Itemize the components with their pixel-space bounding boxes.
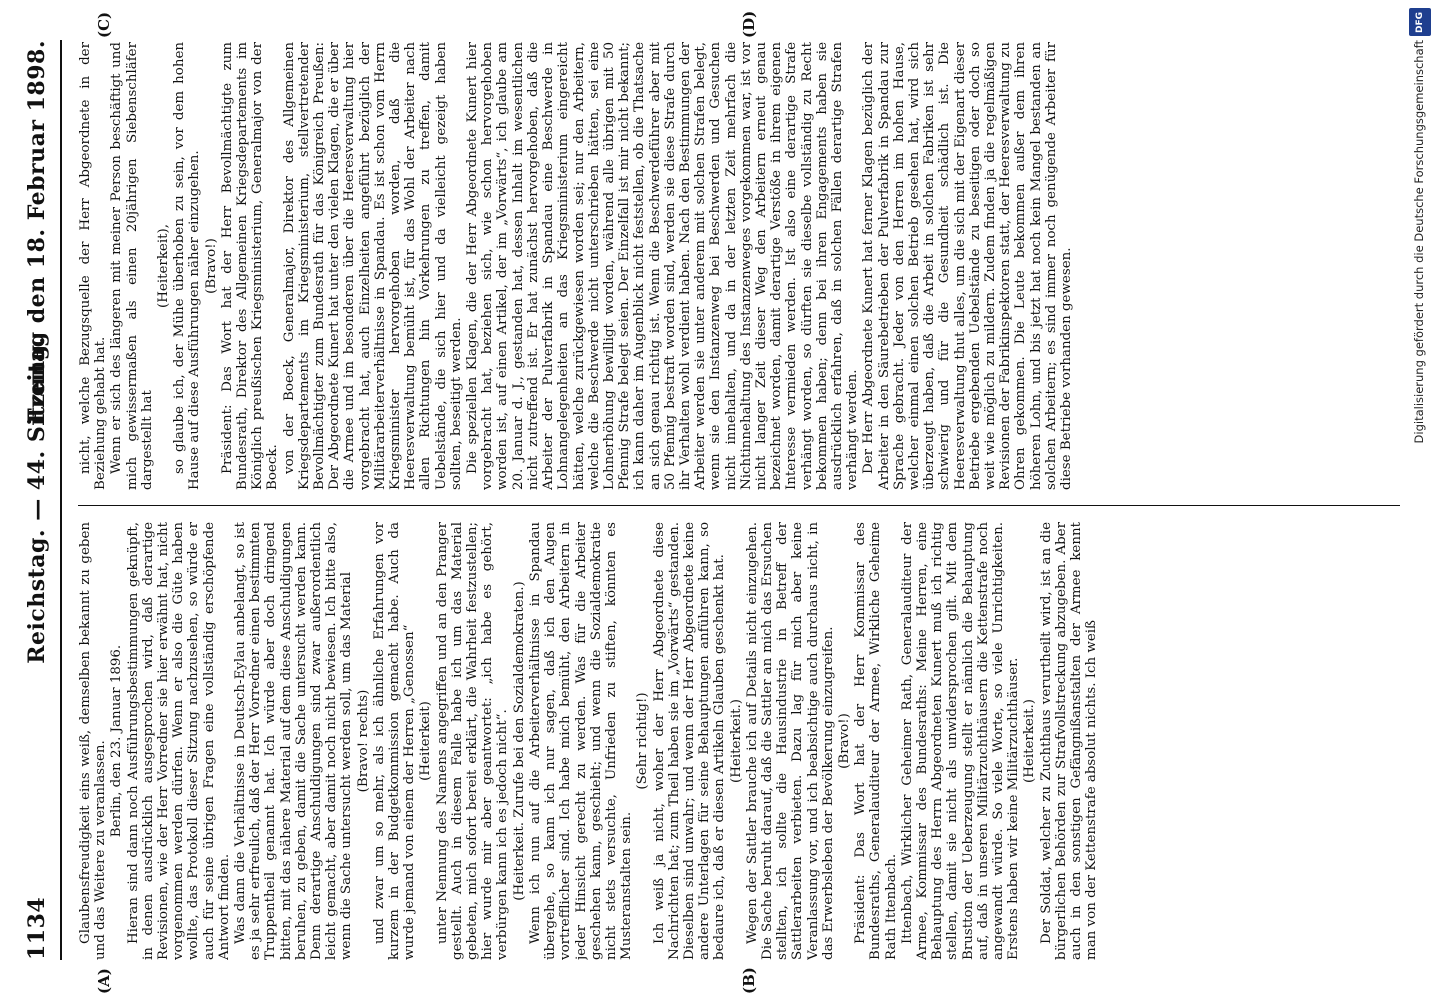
margin-mark-c: (C) <box>95 11 113 38</box>
paragraph: Präsident: Das Wort hat der Herr Bevollmächtigte zum Bundesrath, Direktor des Allgemeinen Kriegsdepartements im Königlich preußischen Kriegsministerium, Generalmajor von der Boeck. <box>219 42 281 490</box>
interjection: Berlin, den 23. Januar 1896. <box>109 644 125 838</box>
interjection: (Sehr richtig!) <box>635 692 651 790</box>
interjection: (Bravo!) <box>836 713 852 769</box>
paragraph: Wenn er sich des längeren mit meiner Person beschäftigt und mich gewissermaßen als einen 20jährigen Siebenschläfer dargestellt hat <box>109 42 155 490</box>
paragraph: Wenn ich nun auf die Arbeiterverhältnisse in Spandau übergehe, so kann ich nur sagen, daß ich den Augen vortrefflicher sind. Ich habe mich bemüht, den Arbeitern in jeder Hinsicht gerecht zu werden. Was für die Arbeiter geschehen kann, geschieht; und wenn die Sozialdemokratie nicht stets versuchte, Unfrieden zu stiften, könnten es Musteranstalten sein. <box>527 522 635 960</box>
header-rule <box>60 40 62 960</box>
paragraph: so glaube ich, der Mühe überhoben zu sein, vor dem hohen Hause auf diese Ausführungen näher einzugehen. <box>172 42 203 490</box>
paragraph: Ittenbach, Wirklicher Geheimer Rath, Generalauditeur der Armee, Kommissar des Bundesraths: Meine Herren, eine Behauptung des Herrn Abgeordneten Kunert muß ich richtig stellen, damit sie nicht als unwidersprochen gilt. Mit dem Brustton der Ueberzeugung stellt er nämlich die Behauptung auf, daß in unseren Militärzuchthäusern die Kettenstrafe noch angewandt würde. So viele Worte, so viele Unrichtigkeiten. Erstens haben wir keine Militärzuchthäuser. <box>899 522 1022 960</box>
paragraph: Ich weiß ja nicht, woher der Herr Abgeordnete diese Nachrichten hat; zum Theil haben sie im „Vorwärts“ gestanden. Dieselben sind unwahr; und wenn der Herr Abgeordnete keine andere Unterlagen für seine Behauptungen anführen kann, so bedaure ich, daß er diesen Artikeln Glauben geschenkt hat. <box>651 522 728 960</box>
interjection: (Heiterkeit.) <box>1022 699 1038 783</box>
paragraph: und zwar um so mehr, als ich ähnliche Erfahrungen vor kurzem in der Budgetkommission gemacht habe. Auch da wurde jemand von einem der Herren „Genossen“ <box>371 522 418 960</box>
margin-mark-d: (D) <box>740 10 758 38</box>
page-header <box>18 40 58 960</box>
paragraph: Wegen der Sattler brauche ich auf Details nicht einzugehen. Die Sache beruht darauf, daß die Sattler an mich das Ersuchen stellten, ich sollte die Hausindustrie in Betreff der Sattlerarbeiten verbieten. Dazu lag für mich aber keine Veranlassung vor, und ich beabsichtige auch durchaus nicht, in das Erwerbsleben der Bevölkerung einzugreifen. <box>744 522 836 960</box>
paragraph: Glaubensfreudigkeit eins weiß, demselben bekannt zu geben und das Weitere zu veranlassen. <box>78 522 109 960</box>
right-text-column <box>78 42 1400 490</box>
interjection: (Bravo!) <box>203 238 219 294</box>
digitization-credit: Digitalisierung gefördert durch die Deutsche Forschungsgemeinschaft <box>1412 40 1426 444</box>
paragraph: Präsident: Das Wort hat der Herr Kommissar des Bundesraths, Generalauditeur der Armee, Wirkliche Geheime Rath Ittenbach. <box>853 522 899 960</box>
paragraph: Der Herr Abgeordnete Kunert hat ferner Klagen bezüglich der Arbeiter in den Säurebetrieben der Pulverfabrik in Spandau zur Sprache gebracht. Jeder von den Herren im hohen Hause, welcher einmal einen solchen Betrieb gesehen hat, wird sich überzeugt haben, daß die Arbeit in solchen Fabriken ist sehr schwierig und für die Gesundheit schädlich ist. Die Heeresverwaltung thut alles, um die sich mit der Eigenart dieser Betriebe ergebenden Uebelstände zu beseitigen oder doch so weit wie möglich zu mildern. Zudem finden ja die regelmäßigen Revisionen der Fabrikinspektoren statt, der Heeresverwaltung zu Ohren gekommen. Die Leute bekommen außer dem ihren höheren Lohn, und bis jetzt hat noch kein Mangel bestanden an solchen Arbeitern; es sind immer noch genügende Arbeiter für diese Betriebe vorhanden gewesen. <box>861 42 1074 490</box>
credit-strip <box>1406 0 1434 1000</box>
left-text-column <box>78 522 1400 960</box>
paragraph: von der Boeck, Generalmajor, Direktor des Allgemeinen Kriegsdepartements im Kriegsministerium, stellvertretender Bevollmächtigter zum Bundesrath für das Königreich Preußen: Der Abgeordnete Kunert hat unter den vielen Klagen, die er über die Armee und im besonderen über die Heeresverwaltung hier vorgebracht hat, auch Einzelheiten angeführt bezüglich der Militärarbeiterverhältnisse in Spandau. Es ist schon vom Herrn Kriegsminister hervorgehoben worden, daß die Heeresverwaltung bemüht ist, für das Wohl der Arbeiter nach allen Richtungen hin Vorkehrungen zu treffen, damit Uebelstände, die sich hier und da vielleicht gezeigt haben sollten, beseitigt werden. <box>281 42 464 490</box>
interjection: (Heiterkeit. Zurufe bei den Sozialdemokraten.) <box>511 581 527 901</box>
paragraph: unter Nennung des Namens angegriffen und an den Pranger gestellt. Auch in diesem Falle habe ich um das Material gebeten, mich sofort bereit erklärt, die Wahrheit festzustellen; hier wurde mir aber geantwortet: „ich habe es gehört, verbürgen kann ich es jedoch nicht“. <box>434 522 511 960</box>
session-date: Freitag den 18. Februar 1898. <box>24 40 50 424</box>
page-title: Reichstag. — 44. Sitzung. <box>24 336 50 664</box>
interjection: (Heiterkeit.) <box>728 699 744 783</box>
column-divider <box>78 505 1400 506</box>
page-number: 1134 <box>24 896 50 960</box>
paragraph: Der Soldat, welcher zu Zuchthaus verurtheilt wird, ist an die bürgerlichen Behörden zur Strafvollstreckung abzugeben. Aber auch in den sonstigen Gefängnißanstalten der Armee kennt man von der Kettenstrafe absolut nichts. Ich weiß <box>1038 522 1100 960</box>
paragraph: Die speziellen Klagen, die der Herr Abgeordnete Kunert hier vorgebracht hat, beziehen sich, wie schon hervorgehoben worden ist, auf einen Artikel, der im „Vorwärts“, ich glaube am 20. Januar d. J., gestanden hat, dessen Inhalt im wesentlichen nicht zutreffend ist. Er hat zunächst hervorgehoben, daß die Arbeiter der Pulverfabrik in Spandau eine Beschwerde in Lohnangelegenheiten an das Kriegsministerium eingereicht hätten, welche zurückgewiesen worden sei; nur den Arbeitern, welche die Beschwerde nicht unterschrieben hätten, sei eine Lohnerhöhung bewilligt worden, während alle übrigen mit 50 Pfennig Strafe belegt seien. Der Einzelfall ist mir nicht bekannt; ich kann daher im Augenblick nicht feststellen, ob die Thatsache an sich genau richtig ist. Wenn die Beschwerdeführer aber mit 50 Pfennig bestraft worden sind, werden sie diese Strafe durch ihr Verhalten wohl verdient haben. Nach den Bestimmungen der Arbeiter werden sie unter anderem mit solchen Strafen belegt, wenn sie den Instanzenweg bei Beschwerden und Gesuchen nicht innehalten, und da in der letzten Zeit mehrfach die Nichtinnehaltung des Instanzenweges vorgekommen war, ist vor nicht langer Zeit dieser Weg den Arbeitern erneut genau bezeichnet worden, damit derartige Verstöße in ihrem eigenen Interesse vermieden werden. Ist also eine derartige Strafe verhängt worden, so dürften sie dieselbe vollständig zu Recht bekommen haben; denn bei ihren Engagements haben sie ausdrücklich erfahren, daß in solchen Fällen derartige Strafen verhängt werden. <box>465 42 861 490</box>
interjection: (Bravo! rechts) <box>355 689 371 793</box>
margin-mark-a: (A) <box>95 968 113 994</box>
dfg-logo: DFG <box>1409 8 1431 36</box>
paragraph: nicht, welche Bezugsquelle der Herr Abgeordnete in der Beziehung gehabt hat. <box>78 42 109 490</box>
paragraph: Hieran sind dann noch Ausführungsbestimmungen geknüpft, in denen ausdrücklich ausgesprochen wird, daß derartige Revisionen, wie der Herr Vorredner sie hier erwähnt hat, nicht vorgenommen werden dürfen. Wenn er also die Güte haben wollte, das Protokoll dieser Sitzung nachzusehen, so würde er auch für seine übrigen Fragen eine vollständig erschöpfende Antwort finden. <box>125 522 232 960</box>
interjection: (Heiterkeit) <box>418 701 434 781</box>
margin-mark-b: (B) <box>740 967 758 994</box>
interjection: (Heiterkeit), <box>156 224 172 308</box>
paragraph: Was dann die Verhältnisse in Deutsch-Eylau anbelangt, so ist es ja sehr erfreulich, daß der Herr Vorredner einen bestimmten Truppentheil genannt hat. Ich würde aber doch dringend bitten, mit das nähere Material auf dem diese Anschuldigungen beruhen, zu geben, damit die Sache untersucht werden kann. Denn derartige Anschuldigungen sind zwar außerordentlich leicht gemacht, aber damit noch nicht bewiesen. Ich bitte also, wenn die Sache untersucht werden soll, um das Material <box>233 522 355 960</box>
